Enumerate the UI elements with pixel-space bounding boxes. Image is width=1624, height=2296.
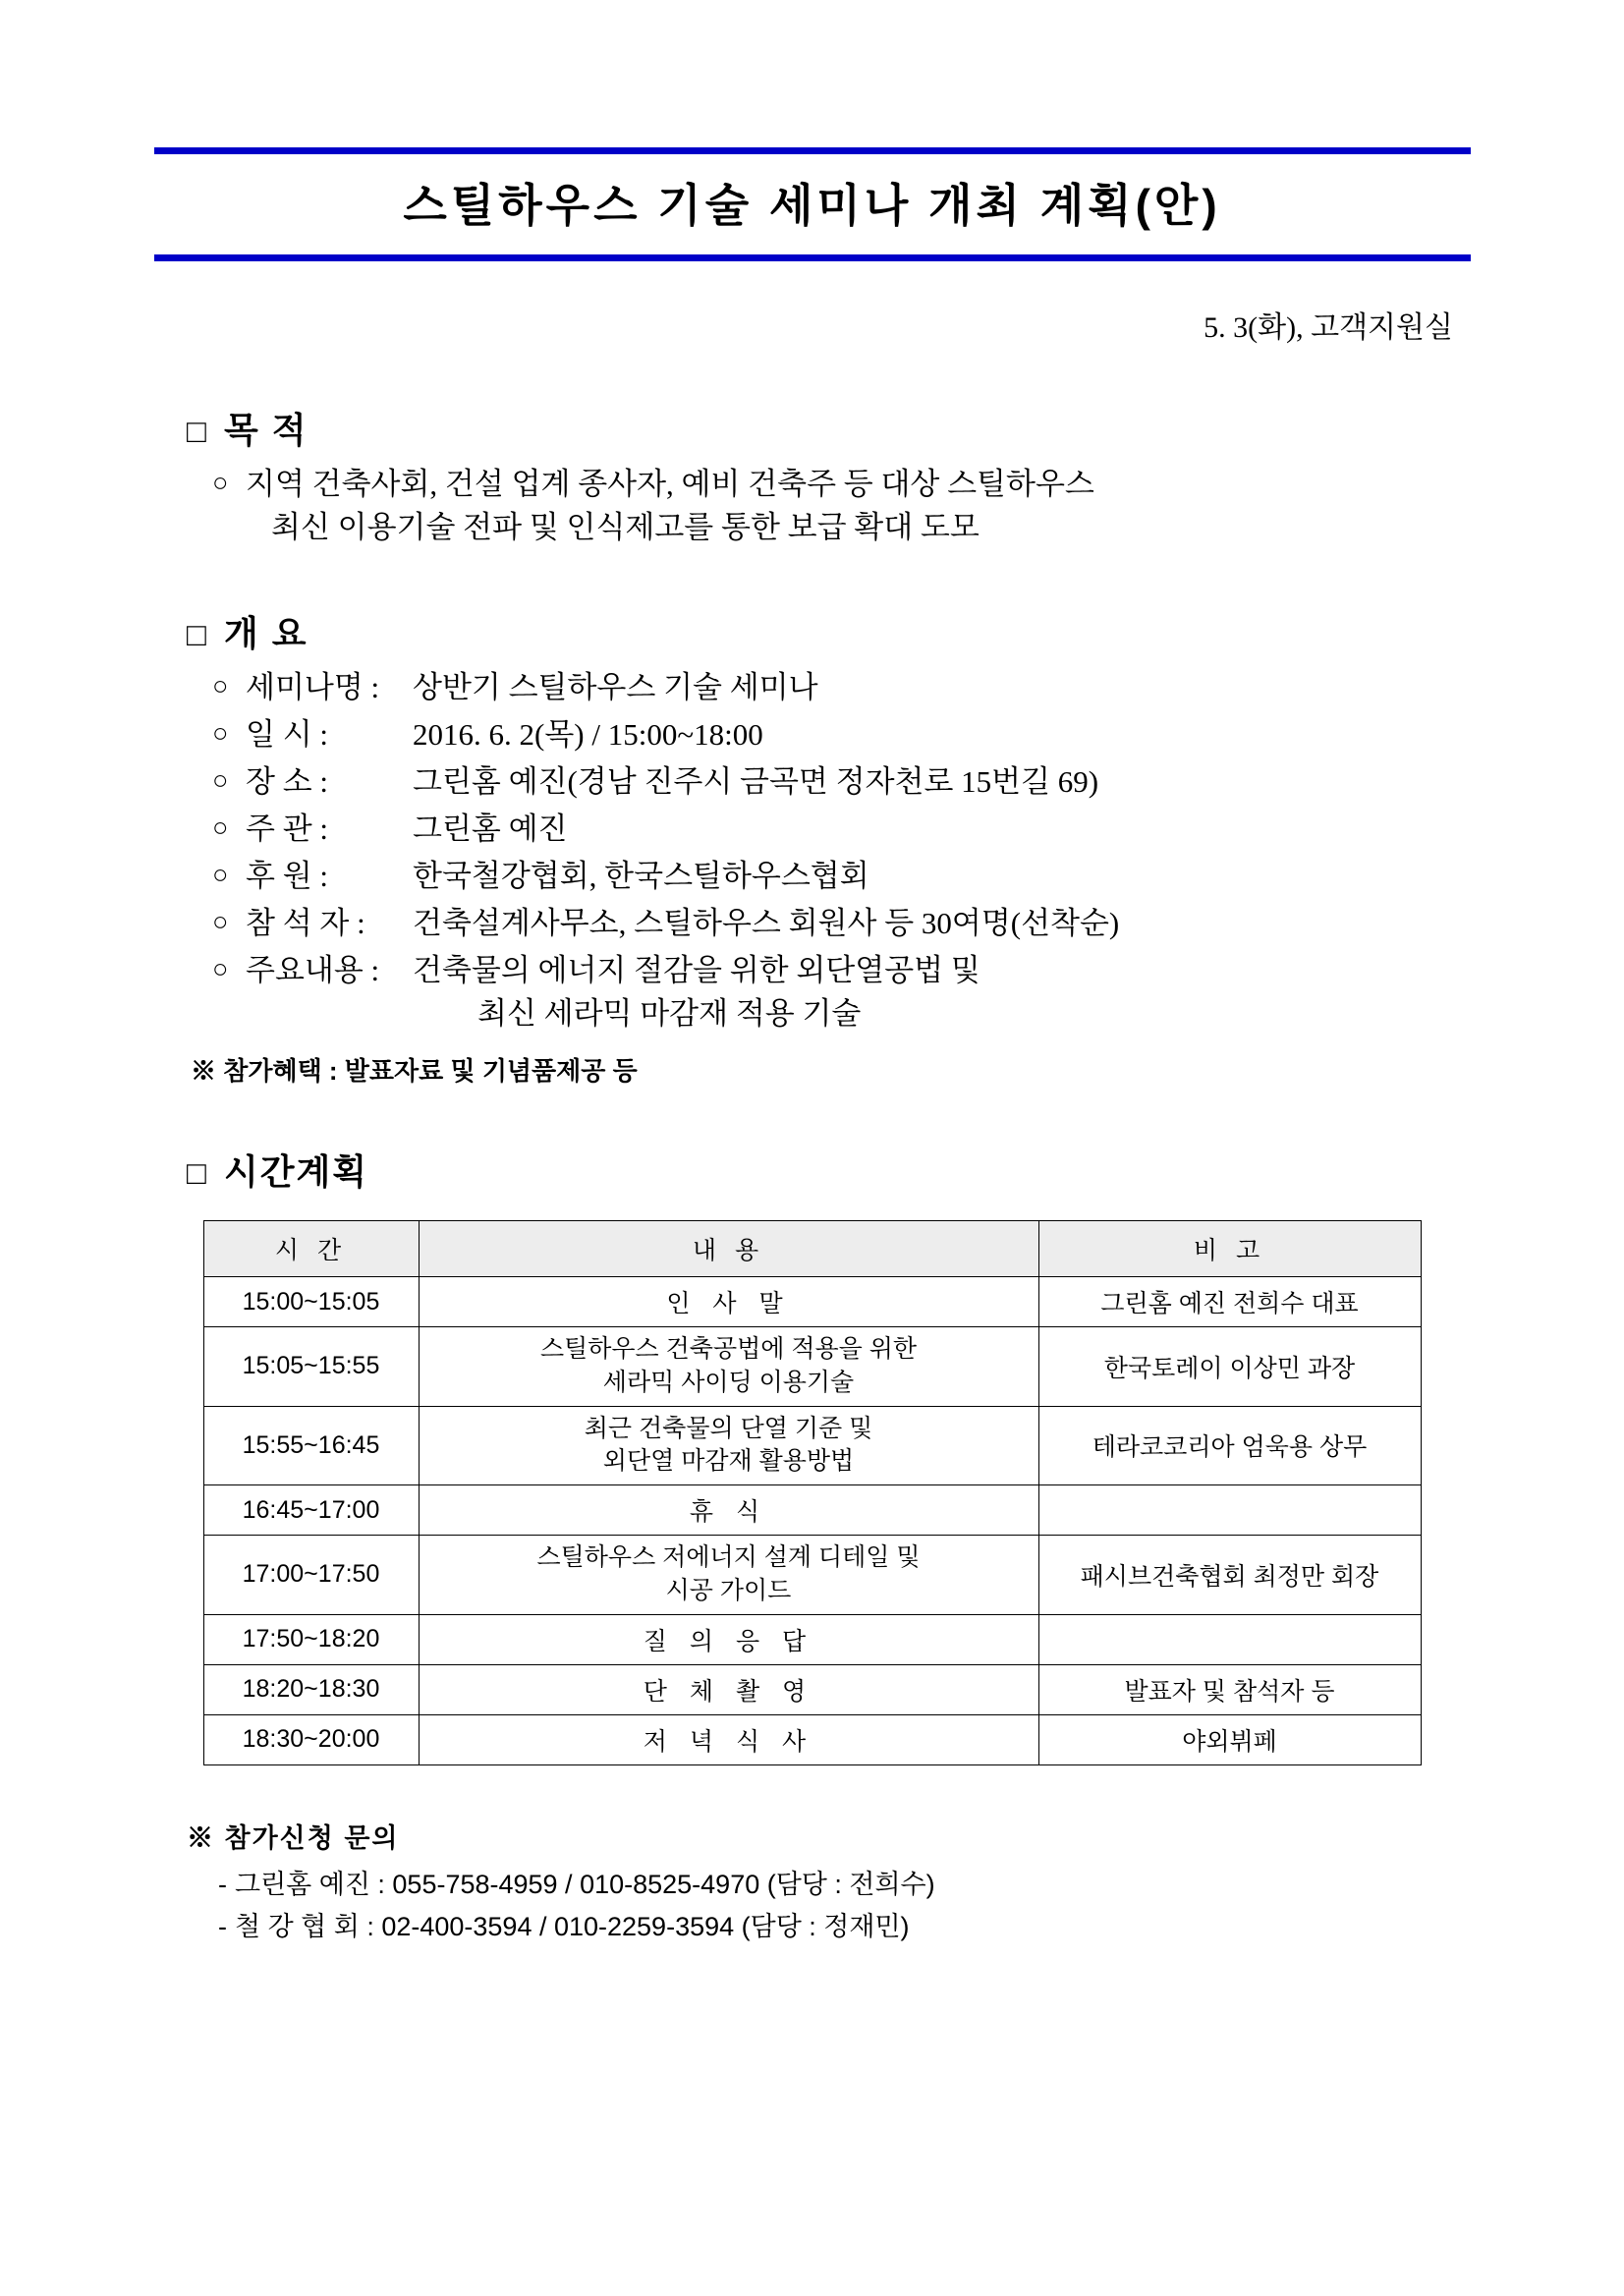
table-row xyxy=(203,1485,1421,1536)
list-item xyxy=(212,666,1477,709)
overview-item-value: 상반기 스틸하우스 기술 세미나 xyxy=(413,670,818,705)
circle-bullet-icon: ○ xyxy=(212,860,229,890)
circle-bullet-icon: ○ xyxy=(212,468,229,497)
table-row xyxy=(203,1406,1421,1485)
purpose-list xyxy=(212,463,1477,549)
cell-content xyxy=(419,1406,1038,1485)
contact-line-text: 그린홈 예진 : 055-758-4959 / 010-8525-4970 (담당 : 전희수) xyxy=(235,1869,935,1899)
overview-item-value: 그린홈 예진(경남 진주시 금곡면 정자천로 15번길 69) xyxy=(413,764,1099,800)
section-heading-purpose xyxy=(187,403,1477,453)
overview-item xyxy=(246,949,1477,1036)
overview-item-value: 한국철강협회, 한국스틸하우스협회 xyxy=(413,859,869,894)
overview-item-label: 후 원 : xyxy=(246,859,329,894)
cell-content-line-2: 시공 가이드 xyxy=(665,1576,792,1604)
cell-content-line-2: 세라믹 사이딩 이용기술 xyxy=(602,1368,855,1396)
overview-item-label: 세미나명 : xyxy=(246,670,380,705)
column-header-time: 시 간 xyxy=(203,1221,419,1277)
cell-remark: 야외뷔페 xyxy=(1038,1714,1421,1764)
circle-bullet-icon: ○ xyxy=(212,954,229,984)
cell-content: 휴 식 xyxy=(419,1485,1038,1536)
cell-remark xyxy=(1038,1614,1421,1664)
table-row xyxy=(203,1614,1421,1664)
circle-bullet-icon: ○ xyxy=(212,812,229,843)
dash-bullet-icon: - xyxy=(218,1911,227,1941)
circle-bullet-icon: ○ xyxy=(212,765,229,796)
schedule-table-head xyxy=(203,1221,1421,1277)
list-item xyxy=(212,949,1477,1036)
cell-content-line-1: 스틸하우스 건축공법에 적용을 위한 xyxy=(539,1335,918,1364)
table-row xyxy=(203,1664,1421,1714)
circle-bullet-icon: ○ xyxy=(212,671,229,701)
dash-bullet-icon: - xyxy=(218,1869,227,1899)
contact-line xyxy=(218,1863,1477,1901)
cell-time: 17:50~18:20 xyxy=(203,1614,419,1664)
overview-item xyxy=(246,808,1477,851)
section-heading-overview xyxy=(187,606,1477,656)
cell-content: 인 사 말 xyxy=(419,1277,1038,1327)
overview-list xyxy=(212,666,1477,1036)
cell-content: 저 녁 식 사 xyxy=(419,1714,1038,1764)
contact-block xyxy=(187,1817,1477,1943)
contact-heading: ※ 참가신청 문의 xyxy=(187,1822,400,1853)
cell-time: 16:45~17:00 xyxy=(203,1485,419,1536)
overview-item-label: 장 소 : xyxy=(246,764,329,800)
table-row xyxy=(203,1714,1421,1764)
document-title-banner xyxy=(154,147,1471,261)
schedule-table xyxy=(203,1220,1422,1765)
overview-item-label: 일 시 : xyxy=(246,717,329,753)
square-bullet-icon: □ xyxy=(187,1154,206,1192)
table-row xyxy=(203,1277,1421,1327)
overview-item xyxy=(246,666,1477,709)
section-label-schedule: 시간계획 xyxy=(223,1151,369,1193)
circle-bullet-icon: ○ xyxy=(212,718,229,749)
contact-line-text: 철 강 협 회 : 02-400-3594 / 010-2259-3594 (담당 : 정재민) xyxy=(235,1911,910,1941)
circle-bullet-icon: ○ xyxy=(212,907,229,937)
table-row xyxy=(203,1327,1421,1407)
column-header-content: 내 용 xyxy=(419,1221,1038,1277)
participation-benefit-note: ※ 참가혜택 : 발표자료 및 기념품제공 등 xyxy=(191,1056,638,1087)
list-item xyxy=(212,760,1477,804)
page-title: 스틸하우스 기술 세미나 개최 계획(안) xyxy=(403,180,1221,231)
section-heading-schedule xyxy=(187,1145,1477,1195)
list-item xyxy=(212,855,1477,898)
cell-content-line-1: 스틸하우스 저에너지 설계 디테일 및 xyxy=(536,1543,921,1572)
overview-item xyxy=(246,902,1477,945)
cell-remark: 테라코코리아 엄욱용 상무 xyxy=(1038,1406,1421,1485)
square-bullet-icon: □ xyxy=(187,616,206,653)
cell-time: 15:55~16:45 xyxy=(203,1406,419,1485)
purpose-line-1: 지역 건축사회, 건설 업계 종사자, 예비 건축주 등 대상 스틸하우스 xyxy=(246,467,1094,501)
overview-item-value: 건축물의 에너지 절감을 위한 외단열공법 및 xyxy=(413,953,980,988)
overview-item-label: 주 관 : xyxy=(246,812,329,847)
cell-content xyxy=(419,1327,1038,1407)
overview-item xyxy=(246,713,1477,756)
cell-content-line-2: 외단열 마감재 활용방법 xyxy=(602,1447,855,1476)
schedule-table-body xyxy=(203,1277,1421,1765)
cell-remark: 한국토레이 이상민 과장 xyxy=(1038,1327,1421,1407)
cell-content-line-1: 최근 건축물의 단열 기준 및 xyxy=(584,1414,873,1442)
cell-content xyxy=(419,1536,1038,1615)
overview-item-label: 참 석 자 : xyxy=(246,906,365,941)
cell-content: 단 체 촬 영 xyxy=(419,1664,1038,1714)
overview-item-label: 주요내용 : xyxy=(246,953,380,988)
list-item xyxy=(212,463,1477,549)
cell-remark: 발표자 및 참석자 등 xyxy=(1038,1664,1421,1714)
cell-remark xyxy=(1038,1485,1421,1536)
section-label-purpose: 목 적 xyxy=(223,410,308,450)
document-subtitle: 5. 3(화), 고객지원실 xyxy=(1204,311,1453,344)
table-row xyxy=(203,1536,1421,1615)
cell-remark: 패시브건축협회 최정만 회장 xyxy=(1038,1536,1421,1615)
cell-time: 15:05~15:55 xyxy=(203,1327,419,1407)
cell-time: 15:00~15:05 xyxy=(203,1277,419,1327)
list-item xyxy=(212,713,1477,756)
overview-item-value: 2016. 6. 2(목) / 15:00~18:00 xyxy=(413,717,763,753)
purpose-line-2: 최신 이용기술 전파 및 인식제고를 통한 보급 확대 도모 xyxy=(271,510,980,545)
square-bullet-icon: □ xyxy=(187,413,206,449)
overview-item-value: 건축설계사무소, 스틸하우스 회원사 등 30여명(선착순) xyxy=(413,906,1120,941)
purpose-text xyxy=(246,463,1477,549)
table-header-row xyxy=(203,1221,1421,1277)
list-item xyxy=(212,902,1477,945)
cell-content: 질 의 응 답 xyxy=(419,1614,1038,1664)
column-header-remark: 비 고 xyxy=(1038,1221,1421,1277)
section-label-overview: 개 요 xyxy=(223,613,308,654)
overview-item-value: 그린홈 예진 xyxy=(413,812,568,847)
cell-time: 18:30~20:00 xyxy=(203,1714,419,1764)
list-item xyxy=(212,808,1477,851)
cell-time: 18:20~18:30 xyxy=(203,1664,419,1714)
overview-item xyxy=(246,760,1477,804)
cell-remark: 그린홈 예진 전희수 대표 xyxy=(1038,1277,1421,1327)
overview-item-value-continued: 최신 세라믹 마감재 적용 기술 xyxy=(477,996,862,1032)
schedule-table-wrapper xyxy=(203,1220,1422,1765)
cell-time: 17:00~17:50 xyxy=(203,1536,419,1615)
contact-line xyxy=(218,1905,1477,1943)
overview-item xyxy=(246,855,1477,898)
